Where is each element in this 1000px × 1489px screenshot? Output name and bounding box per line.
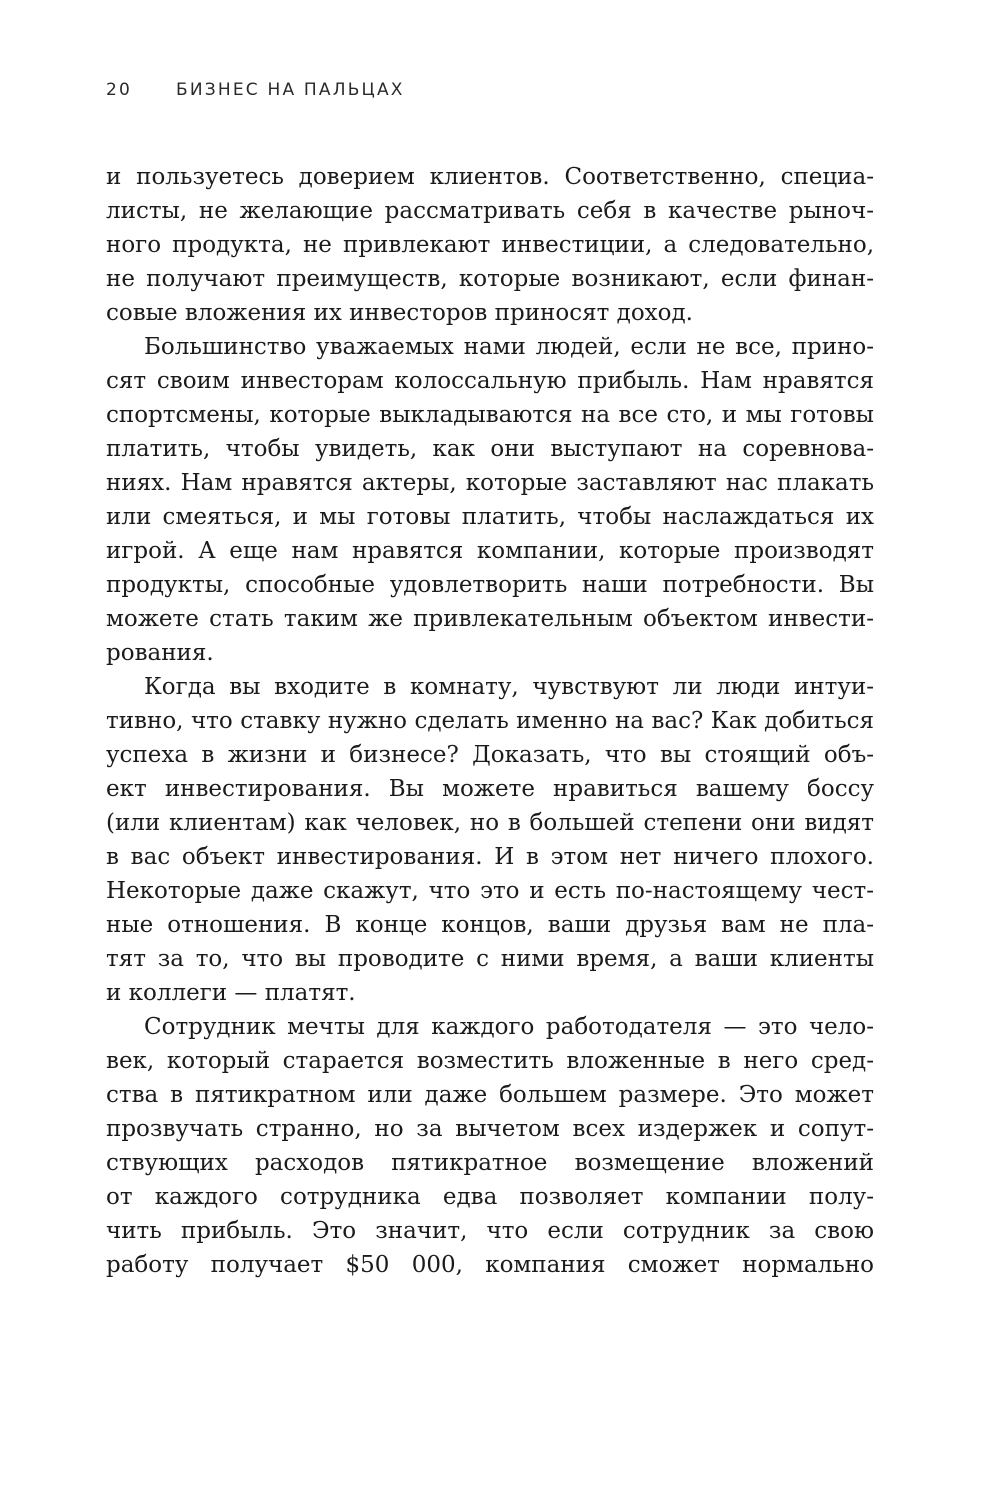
text-line: ниях. Нам нравятся актеры, которые заставляют нас плакать	[106, 470, 874, 496]
text-line: листы, не желающие рассматривать себя в качестве рыноч-	[106, 198, 874, 224]
text-line: чить прибыль. Это значит, что если сотрудник за свою	[106, 1218, 874, 1244]
paragraph	[106, 1010, 874, 1282]
paragraph	[106, 160, 874, 330]
text-line: рования.	[106, 640, 214, 666]
paragraph	[106, 670, 874, 1010]
running-title: БИЗНЕС НА ПАЛЬЦАХ	[176, 80, 405, 100]
text-line: игрой. А еще нам нравятся компании, которые производят	[106, 538, 874, 564]
text-line: век, который старается возместить вложенные в него сред-	[106, 1048, 874, 1074]
text-line: ства в пятикратном или даже большем размере. Это может	[106, 1082, 874, 1108]
text-line: совые вложения их инвесторов приносят доход.	[106, 300, 693, 326]
text-line: продукты, способные удовлетворить наши потребности. Вы	[106, 572, 874, 598]
text-line: прозвучать странно, но за вычетом всех издержек и сопут-	[106, 1116, 874, 1142]
body-text	[106, 160, 874, 1282]
text-line: Некоторые даже скажут, что это и есть по-настоящему чест-	[106, 878, 874, 904]
text-line: и пользуетесь доверием клиентов. Соответственно, специа-	[106, 164, 874, 190]
text-line: тят за то, что вы проводите с ними время, а ваши клиенты	[106, 946, 874, 972]
text-line: ект инвестирования. Вы можете нравиться вашему боссу	[106, 776, 874, 802]
text-line: платить, чтобы увидеть, как они выступают на соревнова-	[106, 436, 874, 462]
text-line: от каждого сотрудника едва позволяет компании полу-	[106, 1184, 874, 1210]
text-line: ствующих расходов пятикратное возмещение вложений	[106, 1150, 874, 1176]
text-line: ного продукта, не привлекают инвестиции, а следовательно,	[106, 232, 874, 258]
text-line: Большинство уважаемых нами людей, если не все, прино-	[144, 334, 874, 360]
page-number: 20	[106, 80, 133, 100]
text-line: (или клиентам) как человек, но в большей степени они видят	[106, 810, 874, 836]
text-line: и коллеги — платят.	[106, 980, 356, 1006]
text-line: можете стать таким же привлекательным объектом инвести-	[106, 606, 874, 632]
text-line: тивно, что ставку нужно сделать именно на вас? Как добиться	[106, 708, 874, 734]
paragraph	[106, 330, 874, 670]
text-line: не получают преимуществ, которые возникают, если финан-	[106, 266, 874, 292]
text-line: ные отношения. В конце концов, ваши друзья вам не пла-	[106, 912, 874, 938]
text-line: Сотрудник мечты для каждого работодателя — это чело-	[144, 1014, 874, 1040]
text-line: работу получает $50 000, компания сможет нормально	[106, 1252, 874, 1278]
text-line: Когда вы входите в комнату, чувствуют ли люди интуи-	[144, 674, 874, 700]
text-line: сят своим инвесторам колоссальную прибыль. Нам нравятся	[106, 368, 874, 394]
text-line: спортсмены, которые выкладываются на все сто, и мы готовы	[106, 402, 874, 428]
text-line: или смеяться, и мы готовы платить, чтобы наслаждаться их	[106, 504, 874, 530]
text-line: в вас объект инвестирования. И в этом нет ничего плохого.	[106, 844, 874, 870]
text-line: успеха в жизни и бизнесе? Доказать, что вы стоящий объ-	[106, 742, 874, 768]
